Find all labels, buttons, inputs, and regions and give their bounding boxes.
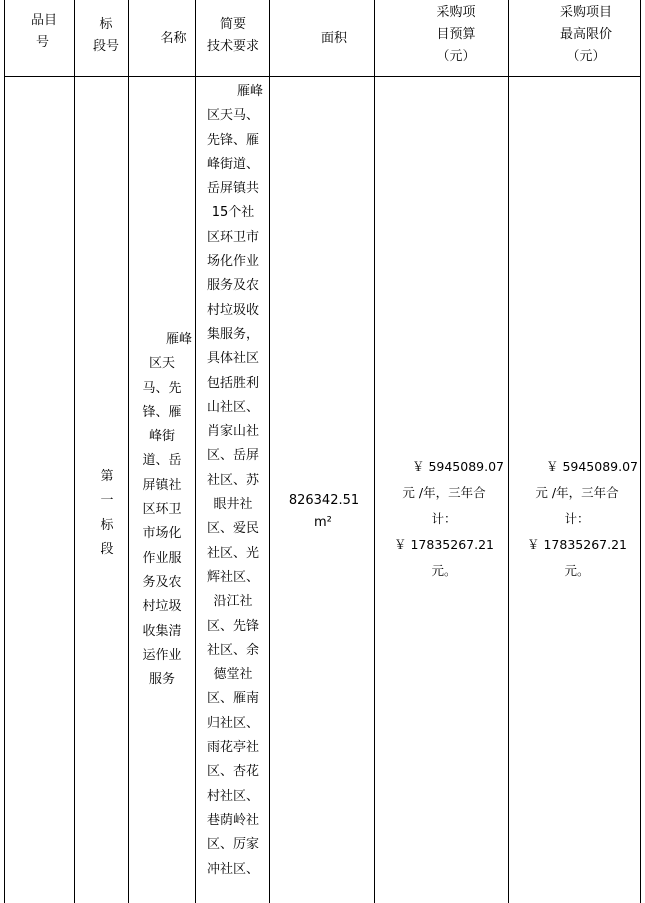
requirements-text: 雁峰 <box>236 84 263 99</box>
col-divider <box>269 0 270 903</box>
header-text: 采购项 <box>436 5 476 20</box>
budget-cell <box>384 454 504 584</box>
requirements-text: 归社区、 <box>206 715 259 731</box>
header-text: 采购项目 <box>559 5 612 20</box>
requirements-text: 区环卫市 <box>206 229 259 245</box>
name-text: 雁峰 <box>165 332 192 347</box>
header-text: 标 <box>99 17 113 32</box>
header-name <box>151 28 196 50</box>
header-requirements <box>197 14 269 58</box>
requirements-text: 包括胜利 <box>206 375 259 391</box>
max-price-cell <box>516 454 638 584</box>
header-text: 名称 <box>160 31 187 46</box>
col-divider <box>4 0 5 903</box>
name-text: 运作业 <box>142 647 182 663</box>
section-text: 一 <box>100 493 114 509</box>
header-text: 目预算 <box>436 27 476 42</box>
requirements-text: 德堂社 <box>213 667 253 683</box>
max-price-text: 元 /年，三年合 <box>535 485 619 500</box>
header-text: （元） <box>436 49 476 64</box>
col-divider <box>374 0 375 903</box>
name-cell <box>132 328 192 692</box>
requirements-text: 冲社区、 <box>206 861 259 877</box>
max-price-text: 元。 <box>564 563 590 578</box>
requirements-text: 社区、苏 <box>206 472 259 488</box>
requirements-text: 巷荫岭社 <box>206 812 259 828</box>
header-budget <box>404 2 508 68</box>
requirements-text: 区、爱民 <box>206 521 259 537</box>
requirements-text: 辉社区、 <box>206 569 259 585</box>
header-text: 段号 <box>92 39 119 54</box>
max-price-text: 计： <box>564 511 590 526</box>
requirements-text: 先锋、雁 <box>206 132 259 148</box>
requirements-text: 岳屏镇共 <box>206 181 259 197</box>
max-price-text: ￥ 5945089.07 <box>545 459 638 474</box>
name-text: 锋、雁 <box>142 404 182 420</box>
header-divider <box>4 76 640 77</box>
requirements-text: 区、雁南 <box>206 691 259 707</box>
budget-text: 计： <box>431 511 457 526</box>
requirements-text: 社区、光 <box>206 545 259 561</box>
name-text: 市场化 <box>142 526 182 542</box>
requirements-text: 区、厉家 <box>206 837 259 853</box>
max-price-text: ￥ 17835267.21 <box>527 537 627 552</box>
col-divider <box>195 0 196 903</box>
name-text: 收集清 <box>142 623 182 639</box>
budget-text: ￥ 17835267.21 <box>394 537 494 552</box>
requirements-text: 社区、余 <box>206 642 259 658</box>
requirements-text: 场化作业 <box>206 254 259 270</box>
budget-text: 元 /年，三年合 <box>402 485 486 500</box>
requirements-text: 肖家山社 <box>206 424 259 440</box>
requirements-cell <box>197 80 269 882</box>
requirements-text: 区天马、 <box>206 108 259 124</box>
area-value: 826342.51 <box>288 493 360 508</box>
name-text: 务及农 <box>142 574 182 590</box>
name-text: 作业服 <box>142 550 182 566</box>
procurement-table <box>4 0 640 903</box>
name-text: 道、岳 <box>142 453 182 469</box>
header-section-number <box>86 14 126 58</box>
requirements-text: 15个社 <box>211 205 255 221</box>
requirements-text: 峰街道、 <box>206 156 259 172</box>
col-divider <box>508 0 509 903</box>
header-area <box>304 28 364 50</box>
header-item-number <box>24 10 64 54</box>
requirements-text: 眼井社 <box>213 497 253 513</box>
name-text: 服务 <box>148 672 175 688</box>
budget-text: ￥ 5945089.07 <box>411 459 504 474</box>
name-text: 区天 <box>148 356 175 372</box>
header-text: 号 <box>36 35 50 50</box>
section-text: 第 <box>100 469 114 484</box>
name-text: 村垃圾 <box>142 599 182 615</box>
section-text: 段 <box>100 541 114 557</box>
header-text: 简要 <box>219 17 246 32</box>
area-unit: m² <box>314 515 332 530</box>
requirements-text: 山社区、 <box>206 399 259 415</box>
name-text: 屏镇社 <box>142 477 182 493</box>
section-text: 标 <box>100 517 114 533</box>
name-text: 马、先 <box>142 380 182 396</box>
requirements-text: 区、岳屏 <box>206 448 259 464</box>
header-text: 技术要求 <box>206 39 259 54</box>
header-text: 品目 <box>30 13 57 28</box>
name-text: 峰街 <box>148 429 175 445</box>
header-text: （元） <box>566 49 606 64</box>
name-text: 区环卫 <box>142 502 182 518</box>
area-cell <box>279 490 369 534</box>
header-text: 最高限价 <box>559 27 612 42</box>
requirements-text: 村社区、 <box>206 788 259 804</box>
requirements-text: 沿江社 <box>213 594 253 610</box>
requirements-text: 区、杏花 <box>206 764 259 780</box>
requirements-text: 具体社区 <box>206 351 259 367</box>
col-divider <box>74 0 75 903</box>
header-max-price <box>534 2 638 68</box>
requirements-text: 村垃圾收 <box>206 302 259 318</box>
requirements-text: 区、先锋 <box>206 618 259 634</box>
col-divider <box>128 0 129 903</box>
requirements-text: 集服务， <box>206 326 259 342</box>
budget-text: 元。 <box>431 563 457 578</box>
header-text: 面积 <box>320 31 347 46</box>
col-divider <box>640 0 641 903</box>
section-cell <box>92 465 122 562</box>
requirements-text: 服务及农 <box>206 278 259 294</box>
requirements-text: 雨花亭社 <box>206 740 259 756</box>
